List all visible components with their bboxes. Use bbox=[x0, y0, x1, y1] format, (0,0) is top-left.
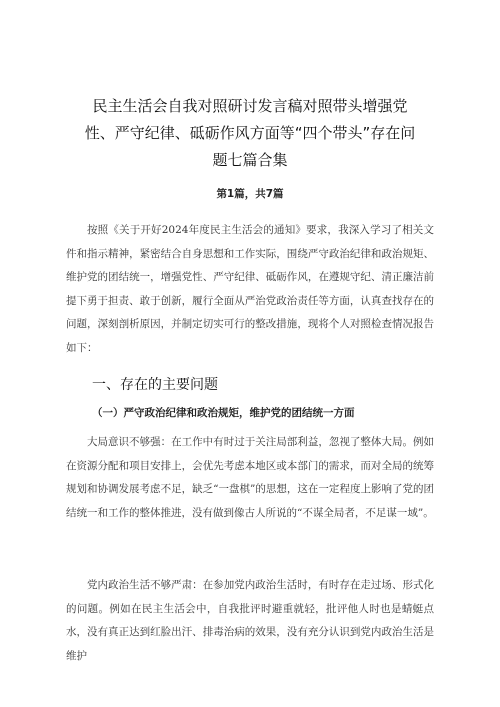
body-paragraph-2: 党内政治生活不够严肃：在参加党内政治生活时，有时存在走过场、形式化的问题。例如在民主生活会中，自我批评时避重就轻，批评他人时也是蜻蜓点水，没有真正达到红脸出汗、排毒治病的效果，没有充分认识到党内政治生活是维护 bbox=[66, 579, 434, 662]
section-heading: 一、存在的主要问题 bbox=[92, 377, 218, 393]
part-indicator: 第1篇，共7篇 bbox=[216, 188, 284, 200]
subsection-heading: （一）严守政治纪律和政治规矩，维护党的团结统一方面 bbox=[92, 407, 355, 419]
document-title: 民主生活会自我对照研讨发言稿对照带头增强党性、严守纪律、砥砺作风方面等“四个带头”存在问题七篇合集 bbox=[84, 97, 416, 169]
intro-paragraph: 按照《关于开好2024年度民主生活会的通知》要求，我深入学习了相关文件和指示精神，紧密结合自身思想和工作实际，围绕严守政治纪律和政治规矩、维护党的团结统一，增强党性、严守纪律、砥砺作风，在遵规守纪、清正廉洁前提下勇于担责、敢于创新，履行全面从严治党政治责任等方面，认真查找存在的问题，深刻剖析原因，并制定切实可行的整改措施，现将个人对照检查情况报告如下： bbox=[66, 224, 434, 354]
body-paragraph-1: 大局意识不够强：在工作中有时过于关注局部利益，忽视了整体大局。例如在资源分配和项目安排上，会优先考虑本地区或本部门的需求，而对全局的统筹规划和协调发展考虑不足，缺乏“一盘棋”的思想，这在一定程度上影响了党的团结统一和工作的整体推进，没有做到像古人所说的“不谋全局者，不足谋一域”。 bbox=[66, 436, 434, 519]
